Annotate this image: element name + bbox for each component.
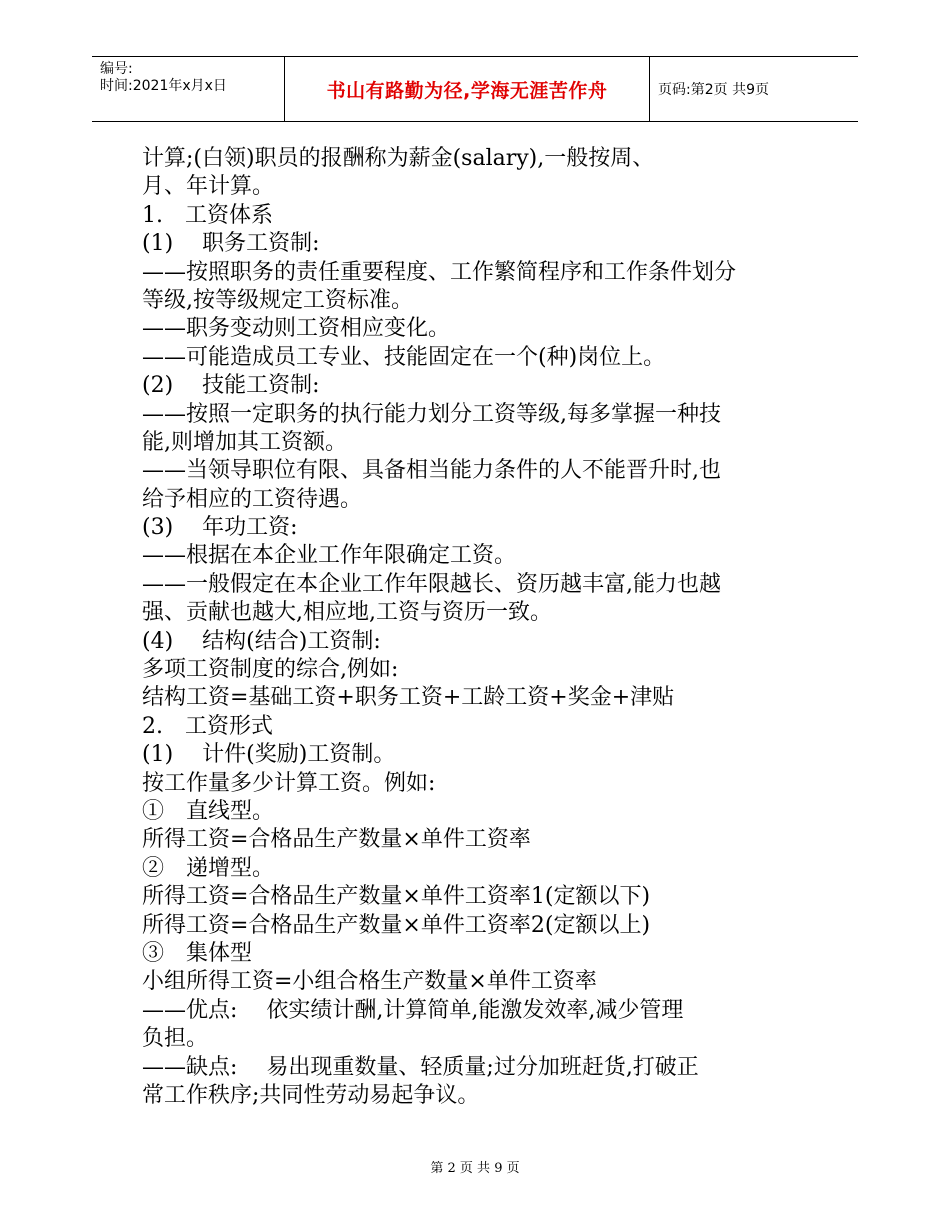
text-line: ——当领导职位有限、具备相当能力条件的人不能晋升时,也 — [142, 458, 721, 484]
text-line: 常工作秩序;共同性劳动易起争议。 — [142, 1082, 480, 1108]
header-motto: 书山有路勤为径,学海无涯苦作舟 — [285, 57, 650, 121]
text-line: ——按照职务的责任重要程度、工作繁简程序和工作条件划分 — [142, 259, 737, 285]
text-line: (3) 年功工资: — [142, 515, 298, 541]
text-line: 给予相应的工资待遇。 — [142, 486, 363, 512]
text-line: ① 直线型。 — [142, 798, 275, 824]
document-number-label: 编号: — [100, 61, 133, 77]
document-time-label: 时间:2021年x月x日 — [100, 78, 227, 94]
text-line: 等级,按等级规定工资标准。 — [142, 287, 413, 313]
text-line: ——职务变动则工资相应变化。 — [142, 316, 451, 342]
text-line: 负担。 — [142, 1026, 209, 1052]
text-line: ——根据在本企业工作年限确定工资。 — [142, 543, 517, 569]
text-line: (2) 技能工资制: — [142, 373, 320, 399]
page-footer: 第 2 页 共 9 页 — [430, 1161, 520, 1176]
text-line: 所得工资=合格品生产数量×单件工资率2(定额以上) — [142, 912, 651, 938]
text-line: 2. 工资形式 — [142, 713, 273, 739]
text-line: 所得工资=合格品生产数量×单件工资率1(定额以下) — [142, 884, 651, 910]
text-line: (4) 结构(结合)工资制: — [142, 628, 381, 654]
text-line: ② 递增型。 — [142, 855, 275, 881]
text-line: 所得工资=合格品生产数量×单件工资率 — [142, 827, 531, 853]
text-line: 计算;(白领)职员的报酬称为薪金(salary),一般按周、 — [142, 146, 655, 171]
text-line: 结构工资=基础工资+职务工资+工龄工资+奖金+津贴 — [142, 685, 675, 711]
page-header — [92, 56, 858, 122]
text-line: 按工作量多少计算工资。例如: — [142, 770, 436, 796]
text-line: ——按照一定职务的执行能力划分工资等级,每多掌握一种技 — [142, 401, 721, 427]
text-line: ③ 集体型 — [142, 940, 253, 966]
text-line: 1. 工资体系 — [142, 202, 273, 228]
text-line: ——可能造成员工专业、技能固定在一个(种)岗位上。 — [142, 344, 666, 370]
text-line: (1) 职务工资制: — [142, 231, 320, 257]
text-line: 月、年计算。 — [142, 174, 275, 200]
text-line: 强、贡献也越大,相应地,工资与资历一致。 — [142, 600, 552, 626]
text-line: ——一般假定在本企业工作年限越长、资历越丰富,能力也越 — [142, 571, 721, 597]
text-line: 小组所得工资=小组合格生产数量×单件工资率 — [142, 969, 597, 995]
text-line: (1) 计件(奖励)工资制。 — [142, 742, 396, 768]
document-body — [142, 145, 814, 1110]
text-line: ——缺点: 易出现重数量、轻质量;过分加班赶货,打破正 — [142, 1054, 699, 1080]
text-line: 多项工资制度的综合,例如: — [142, 657, 399, 683]
header-meta — [92, 57, 285, 121]
text-line: 能,则增加其工资额。 — [142, 429, 347, 455]
text-line: ——优点: 依实绩计酬,计算简单,能激发效率,减少管理 — [142, 997, 684, 1023]
header-page-code: 页码:第2页 共9页 — [658, 82, 769, 98]
